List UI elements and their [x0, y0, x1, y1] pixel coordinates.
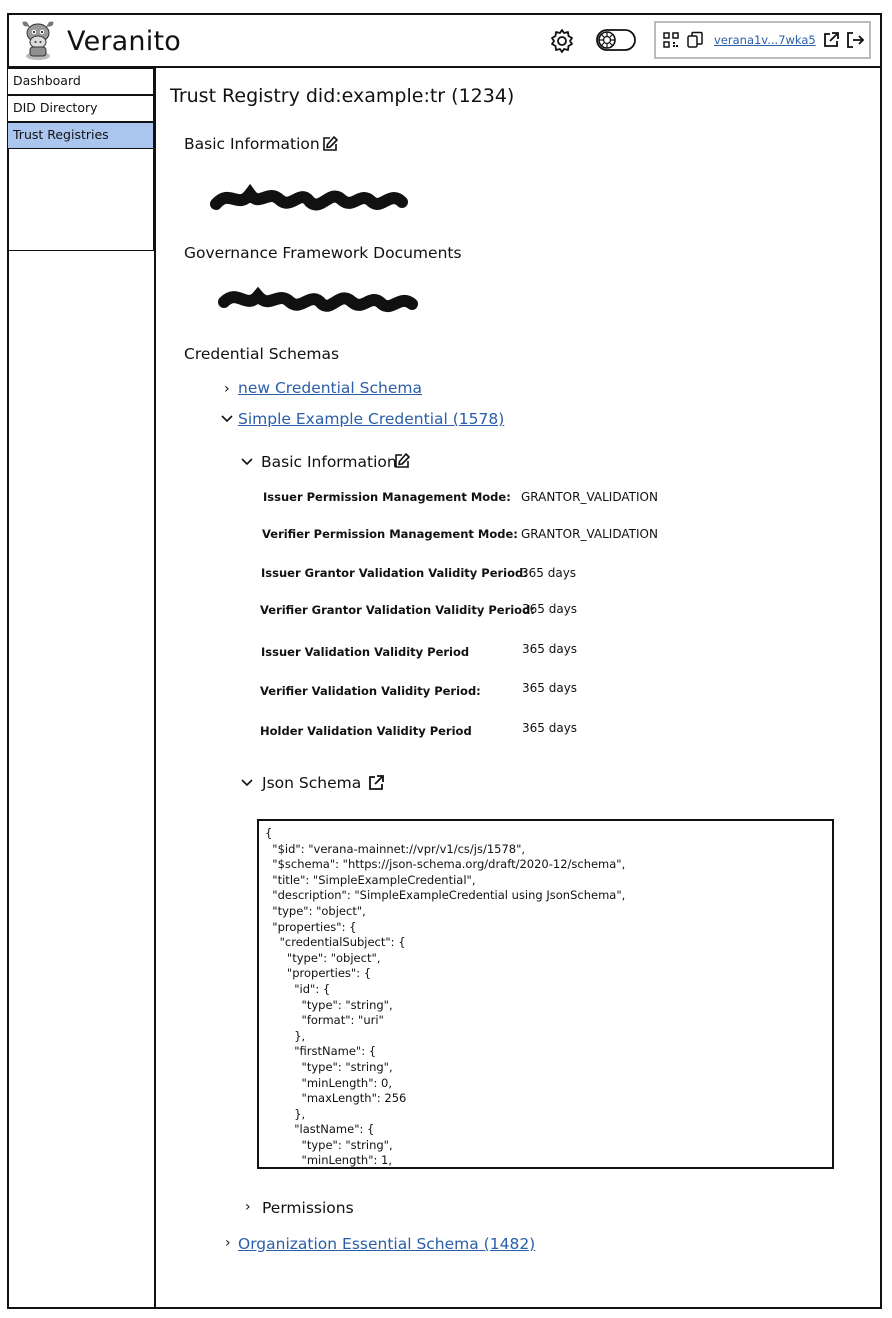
external-link-icon[interactable] — [822, 31, 840, 49]
sidebar-empty-area — [7, 149, 154, 251]
schema-basic-information-heading: Basic Information — [261, 453, 397, 471]
field-label: Verifier Grantor Validation Validity Period: — [260, 603, 535, 617]
new-credential-schema-link[interactable]: new Credential Schema — [238, 379, 422, 397]
permissions-heading[interactable]: Permissions — [262, 1199, 354, 1217]
json-schema-viewer[interactable] — [257, 819, 834, 1169]
copy-icon[interactable] — [686, 31, 704, 49]
wallet-address-link[interactable]: verana1v...7wka5 — [714, 33, 816, 47]
field-value: 365 days — [522, 602, 578, 616]
field-value: 365 days — [522, 681, 578, 695]
edit-icon[interactable] — [321, 135, 339, 153]
field-label: Issuer Permission Management Mode: — [263, 490, 511, 504]
redacted-content-scribble — [218, 282, 418, 318]
sidebar — [7, 68, 156, 1309]
field-value: 365 days — [522, 721, 578, 735]
veranito-logo-icon — [18, 18, 58, 62]
edit-icon[interactable] — [393, 452, 411, 470]
redacted-content-scribble — [210, 180, 412, 216]
sidebar-item-did-directory[interactable] — [7, 95, 154, 122]
field-value: 365 days — [522, 642, 578, 656]
chevron-down-icon[interactable] — [221, 414, 233, 424]
basic-information-heading: Basic Information — [184, 135, 320, 153]
schema-link-simple-example[interactable]: Simple Example Credential (1578) — [238, 410, 505, 428]
field-value: GRANTOR_VALIDATION — [521, 490, 658, 504]
sidebar-item-dashboard[interactable] — [7, 68, 154, 95]
theme-toggle-switch[interactable] — [595, 28, 637, 52]
chevron-right-icon[interactable]: › — [224, 381, 230, 397]
field-value: 365 days — [521, 566, 577, 580]
governance-heading: Governance Framework Documents — [184, 244, 462, 262]
external-link-icon[interactable] — [367, 774, 385, 792]
settings-icon[interactable] — [549, 28, 575, 54]
chevron-down-icon[interactable] — [241, 457, 253, 467]
json-schema-content: { "$id": "verana-mainnet://vpr/v1/cs/js/1578", "$schema": "https://json-schema.org/draft/2020-12/schema", "title": "SimpleExampleCredential", "description": "SimpleExampleCredential using JsonSchema", "type": "object", "properties": { "credentialSubject": { "type": "object", "properties": { "id": { "type": "string", "format": "uri" }, "firstName": { "type": "string", "minLength": 0, "maxLength": 256 }, "lastName": { "type": "string", "minLength": 1, — [265, 826, 626, 1168]
chevron-down-icon[interactable] — [241, 778, 253, 788]
field-value: GRANTOR_VALIDATION — [521, 527, 658, 541]
schema-link-organization-essential[interactable]: Organization Essential Schema (1482) — [238, 1235, 536, 1253]
sidebar-item-trust-registries[interactable] — [7, 122, 154, 149]
credential-schemas-heading: Credential Schemas — [184, 345, 340, 363]
sidebar-item-label: DID Directory — [13, 100, 98, 115]
page-title: Trust Registry did:example:tr (1234) — [170, 85, 515, 107]
field-label: Verifier Validation Validity Period: — [260, 684, 481, 698]
chevron-right-icon[interactable]: › — [225, 1235, 231, 1251]
logout-icon[interactable] — [845, 31, 865, 49]
app-title: Veranito — [67, 26, 181, 57]
chevron-right-icon[interactable]: › — [245, 1199, 251, 1215]
sidebar-item-label: Dashboard — [13, 73, 81, 88]
field-label: Holder Validation Validity Period — [260, 724, 472, 738]
sidebar-item-label: Trust Registries — [13, 127, 109, 142]
field-label: Issuer Grantor Validation Validity Period: — [261, 566, 528, 580]
qr-code-icon[interactable] — [663, 32, 679, 48]
field-label: Verifier Permission Management Mode: — [262, 527, 518, 541]
json-schema-heading: Json Schema — [262, 774, 362, 792]
field-label: Issuer Validation Validity Period — [261, 645, 470, 659]
